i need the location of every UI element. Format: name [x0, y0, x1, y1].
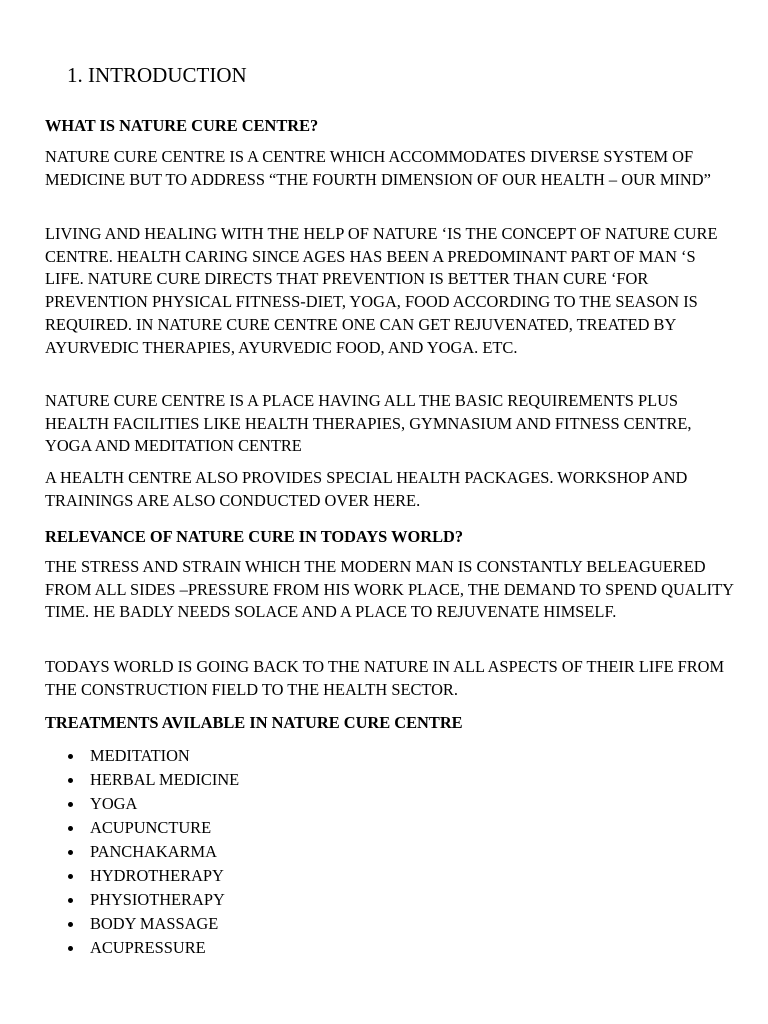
- treatments-list: [45, 744, 239, 960]
- facilities-paragraph: NATURE CURE CENTRE IS A PLACE HAVING ALL THE BASIC REQUIREMENTS PLUS HEALTH FACILITIES LIKE HEALTH THERAPIES, GYMNASIUM AND FITNESS CENTRE, YOGA AND MEDITATION CENTRE: [45, 391, 692, 456]
- intro-paragraph: NATURE CURE CENTRE IS A CENTRE WHICH ACCOMMODATES DIVERSE SYSTEM OF MEDICINE BUT TO ADDRESS “THE FOURTH DIMENSION OF OUR HEALTH – OUR MIND”: [45, 147, 711, 189]
- list-item: [45, 864, 239, 888]
- section-heading-treatments: TREATMENTS AVILABLE IN NATURE CURE CENTRE: [45, 713, 463, 732]
- list-item-label: BODY MASSAGE: [90, 914, 219, 933]
- list-item-label: ACUPUNCTURE: [90, 818, 212, 837]
- list-item: [45, 888, 239, 912]
- bullet-icon: [68, 778, 73, 783]
- list-item-label: MEDITATION: [90, 746, 190, 765]
- list-item-label: YOGA: [90, 794, 138, 813]
- list-item-label: PANCHAKARMA: [90, 842, 217, 861]
- page-title: 1. INTRODUCTION: [67, 63, 247, 87]
- list-item: [45, 744, 239, 768]
- list-item-label: PHYSIOTHERAPY: [90, 890, 225, 909]
- list-item-label: HERBAL MEDICINE: [90, 770, 240, 789]
- list-item: [45, 768, 239, 792]
- packages-paragraph: A HEALTH CENTRE ALSO PROVIDES SPECIAL HEALTH PACKAGES. WORKSHOP AND TRAININGS ARE ALSO CONDUCTED OVER HERE.: [45, 468, 688, 510]
- section-heading-relevance: RELEVANCE OF NATURE CURE IN TODAYS WORLD?: [45, 527, 464, 546]
- stress-paragraph: THE STRESS AND STRAIN WHICH THE MODERN MAN IS CONSTANTLY BELEAGUERED FROM ALL SIDES –PRESSURE FROM HIS WORK PLACE, THE DEMAND TO SPEND QUALITY TIME. HE BADLY NEEDS SOLACE AND A PLACE TO REJUVENATE HIMSELF.: [45, 557, 734, 622]
- bullet-icon: [68, 946, 73, 951]
- todays-world-paragraph: TODAYS WORLD IS GOING BACK TO THE NATURE IN ALL ASPECTS OF THEIR LIFE FROM THE CONSTRUCTION FIELD TO THE HEALTH SECTOR.: [45, 657, 725, 699]
- list-item: [45, 936, 239, 960]
- list-item: [45, 840, 239, 864]
- list-item: [45, 816, 239, 840]
- bullet-icon: [68, 802, 73, 807]
- list-item: [45, 912, 239, 936]
- bullet-icon: [68, 754, 73, 759]
- list-item-label: HYDROTHERAPY: [90, 866, 224, 885]
- concept-paragraph: LIVING AND HEALING WITH THE HELP OF NATURE ‘IS THE CONCEPT OF NATURE CURE CENTRE. HEALTH CARING SINCE AGES HAS BEEN A PREDOMINANT PART OF MAN ‘S LIFE. NATURE CURE DIRECTS THAT PREVENTION IS BETTER THAN CURE ‘FOR PREVENTION PHYSICAL FITNESS-DIET, YOGA, FOOD ACCORDING TO THE SEASON IS REQUIRED. IN NATURE CURE CENTRE ONE CAN GET REJUVENATED, TREATED BY AYURVEDIC THERAPIES, AYURVEDIC FOOD, AND YOGA. ETC.: [45, 224, 718, 357]
- list-item: [45, 792, 239, 816]
- bullet-icon: [68, 826, 73, 831]
- bullet-icon: [68, 898, 73, 903]
- bullet-icon: [68, 850, 73, 855]
- section-heading-what-is: WHAT IS NATURE CURE CENTRE?: [45, 116, 319, 135]
- bullet-icon: [68, 922, 73, 927]
- list-item-label: ACUPRESSURE: [90, 938, 206, 957]
- bullet-icon: [68, 874, 73, 879]
